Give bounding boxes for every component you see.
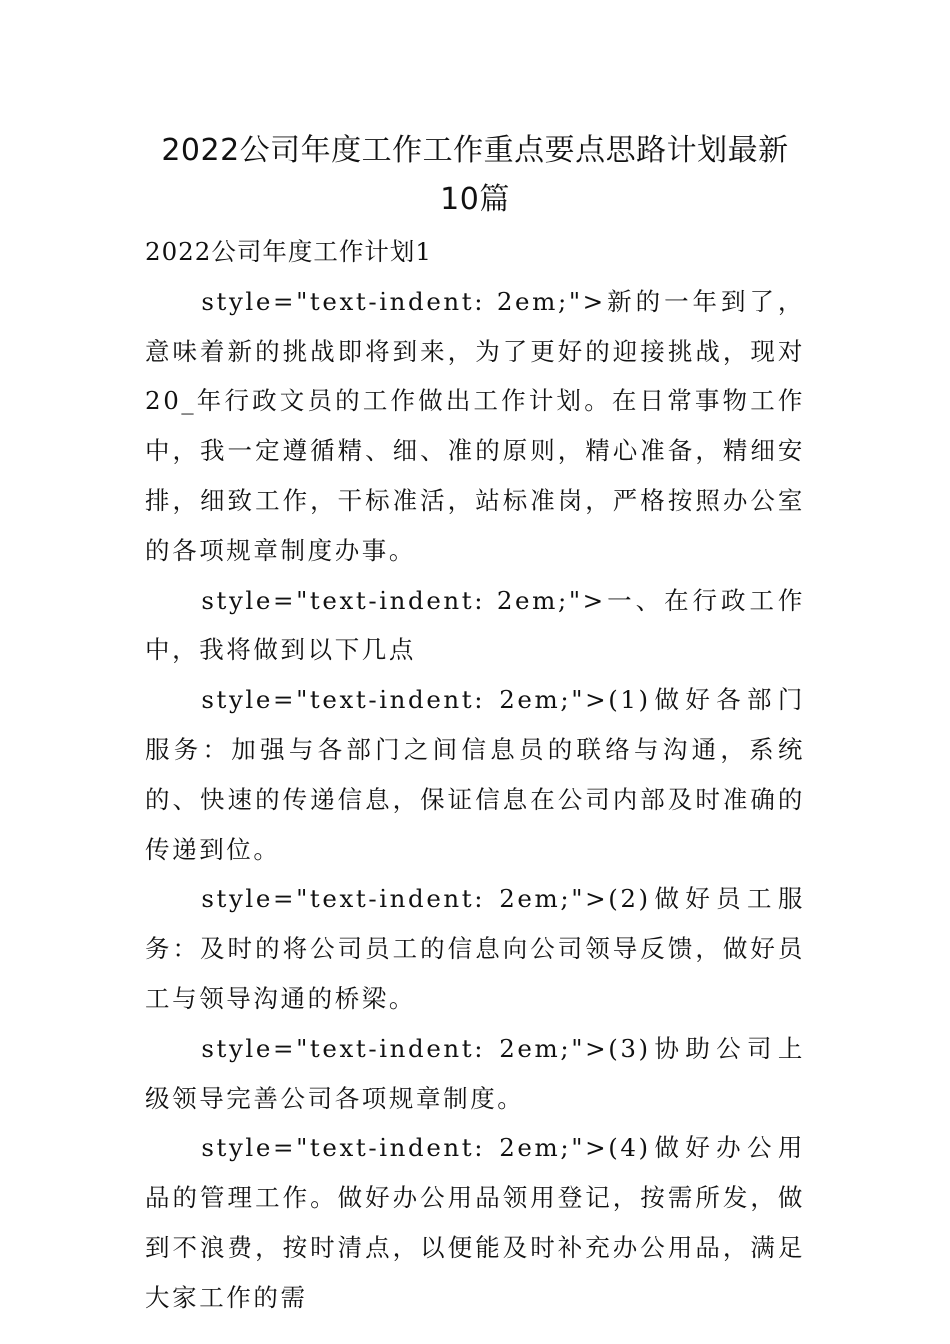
document-title: 2022公司年度工作工作重点要点思路计划最新10篇 [161, 133, 789, 217]
paragraph: style="text-indent: 2em;">新的一年到了，意味着新的挑战即将到来，为了更好的迎接挑战，现对20_年行政文员的工作做出工作计划。在日常事物工作中，我一定遵循精、细、准的原则，精心准备，精细安排，细致工作，干标准活，站标准岗，严格按照办公室的各项规章制度办事。 [145, 286, 805, 565]
paragraph: style="text-indent: 2em;">(2)做好员工服务：及时的将公司员工的信息向公司领导反馈，做好员工与领导沟通的桥梁。 [145, 884, 805, 1013]
paragraph: style="text-indent: 2em;">一、在行政工作中，我将做到以下几点 [145, 585, 805, 665]
document-body [145, 227, 805, 1323]
paragraph: style="text-indent: 2em;">(4)做好办公用品的管理工作。做好办公用品领用登记，按需所发，做到不浪费，按时清点，以便能及时补充办公用品，满足大家工作的需 [145, 1133, 805, 1312]
paragraph: style="text-indent: 2em;">(1)做好各部门服务：加强与各部门之间信息员的联络与沟通，系统的、快速的传递信息，保证信息在公司内部及时准确的传递到位。 [145, 685, 805, 864]
section-heading: 2022公司年度工作计划1 [145, 237, 432, 266]
paragraph: style="text-indent: 2em;">(3)协助公司上级领导完善公司各项规章制度。 [145, 1033, 805, 1113]
